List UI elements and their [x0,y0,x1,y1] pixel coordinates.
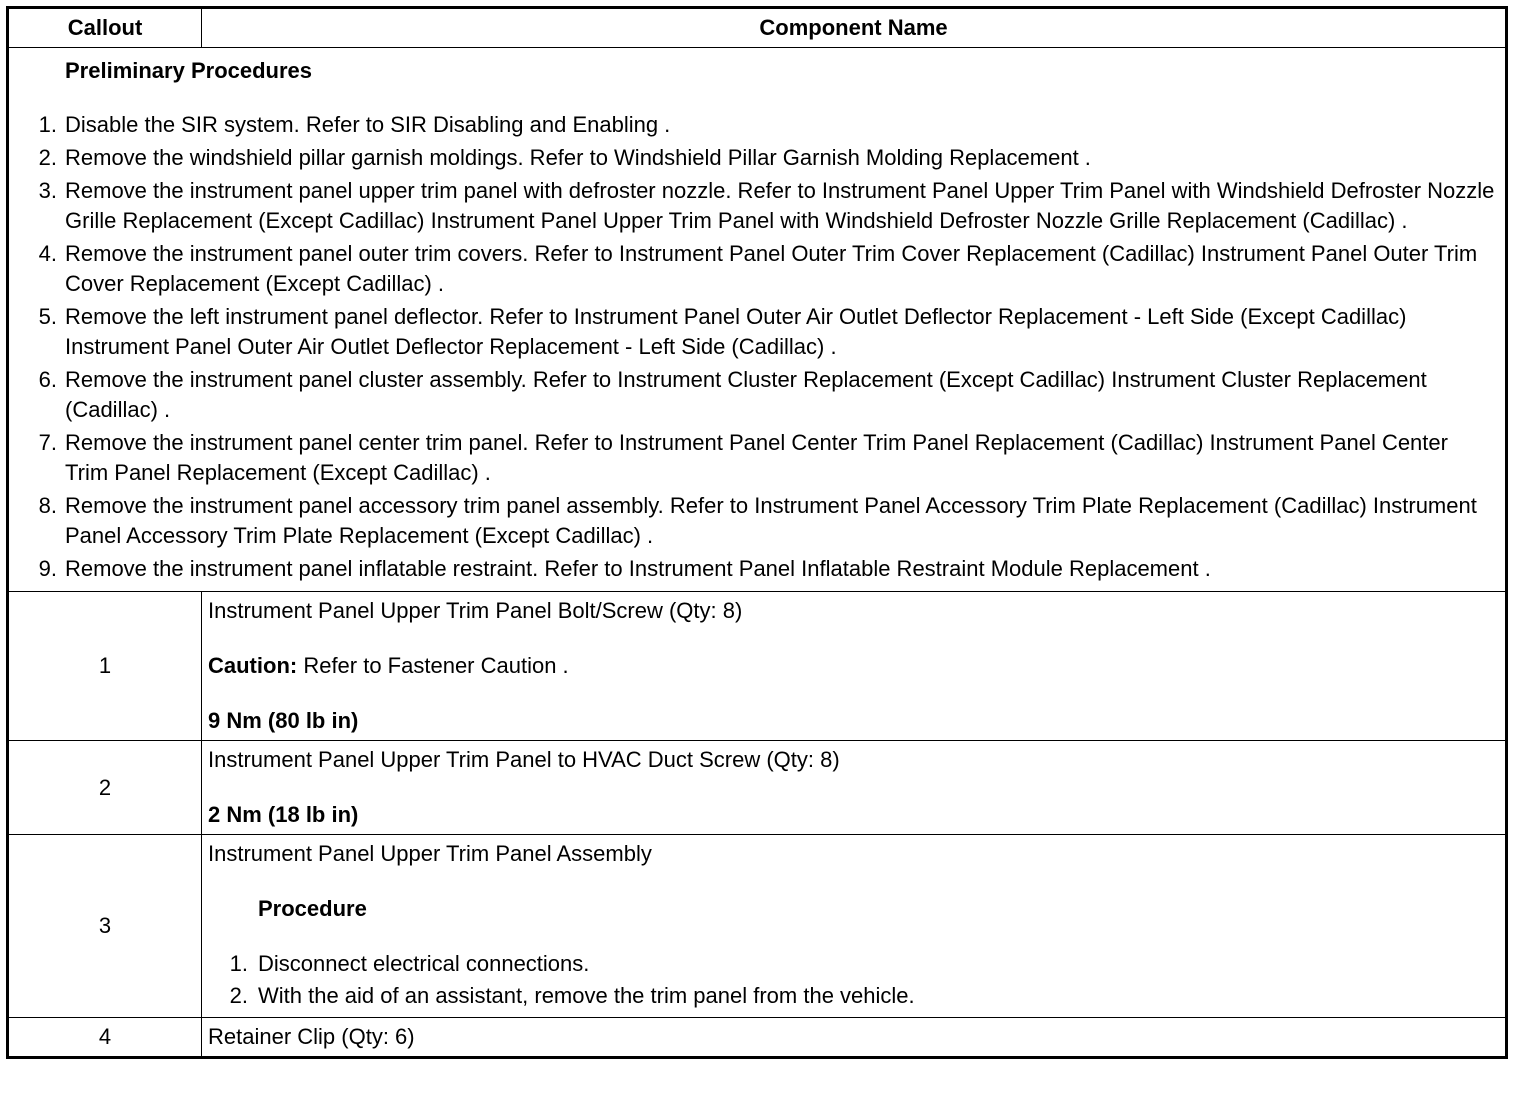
list-item [27,428,1495,488]
component-name: Retainer Clip (Qty: 6) [208,1024,415,1049]
list-item [27,491,1495,551]
table-row [8,1018,1507,1058]
callout-column-header: Callout [8,8,202,48]
component-cell [202,741,1507,835]
list-item [27,302,1495,362]
caution-text: Refer to Fastener Caution . [297,653,569,678]
step-number: 1. [38,112,57,137]
callout-cell: 4 [8,1018,202,1058]
callout-cell: 1 [8,592,202,741]
list-item [208,981,1497,1011]
step-text: Remove the instrument panel center trim panel. Refer to Instrument Panel Center Trim Panel Replacement (Cadillac) Instrument Panel Center Trim Panel Replacement (Except Cadillac) . [65,430,1448,485]
torque-spec: 2 Nm (18 lb in) [208,802,359,827]
step-text: Remove the windshield pillar garnish moldings. Refer to Windshield Pillar Garnish Molding Replacement . [65,145,1091,170]
step-number: 7. [38,430,57,455]
step-number: 8. [38,493,57,518]
caution-note [208,651,1497,681]
step-number: 9. [38,556,57,581]
procedure-steps-list [208,949,1497,1011]
step-text: Remove the left instrument panel deflector. Refer to Instrument Panel Outer Air Outlet Deflector Replacement - Left Side (Except Cadillac) Instrument Panel Outer Air Outlet Deflector Replacement - Left Side (Cadillac) . [65,304,1407,359]
component-table [6,6,1508,1059]
preliminary-procedures-cell [8,48,1507,592]
callout-cell: 3 [8,835,202,1018]
procedure-title: Procedure [258,896,367,921]
header-row [8,8,1507,48]
step-text: With the aid of an assistant, remove the trim panel from the vehicle. [258,983,915,1008]
preliminary-procedures-row [8,48,1507,592]
list-item [27,176,1495,236]
component-name: Instrument Panel Upper Trim Panel to HVAC Duct Screw (Qty: 8) [208,747,840,772]
step-text: Remove the instrument panel cluster assembly. Refer to Instrument Cluster Replacement (Except Cadillac) Instrument Cluster Replacement (Cadillac) . [65,367,1427,422]
component-name: Instrument Panel Upper Trim Panel Assembly [208,841,652,866]
step-text: Remove the instrument panel inflatable restraint. Refer to Instrument Panel Inflatable Restraint Module Replacement . [65,556,1211,581]
caution-label: Caution: [208,653,298,678]
callout-cell: 2 [8,741,202,835]
table-row [8,835,1507,1018]
component-name-column-header: Component Name [202,8,1507,48]
preliminary-steps-list [27,110,1495,584]
step-number: 4. [38,241,57,266]
list-item [27,239,1495,299]
component-cell [202,1018,1507,1058]
list-item [208,949,1497,979]
step-number: 3. [38,178,57,203]
step-number: 5. [38,304,57,329]
table-row [8,741,1507,835]
step-number: 2. [38,145,57,170]
step-text: Remove the instrument panel upper trim panel with defroster nozzle. Refer to Instrument Panel Upper Trim Panel with Windshield Defroster Nozzle Grille Replacement (Except Cadillac) Instrument Panel Upper Trim Panel with Windshield Defroster Nozzle Grille Replacement (Cadillac) . [65,178,1495,233]
list-item [27,554,1495,584]
list-item [27,110,1495,140]
preliminary-procedures-title: Preliminary Procedures [65,58,313,83]
step-number: 1. [229,951,248,976]
step-number: 2. [229,983,248,1008]
step-text: Remove the instrument panel accessory trim panel assembly. Refer to Instrument Panel Accessory Trim Plate Replacement (Cadillac) Instrument Panel Accessory Trim Plate Replacement (Except Cadillac) . [65,493,1477,548]
table-row [8,592,1507,741]
component-name: Instrument Panel Upper Trim Panel Bolt/Screw (Qty: 8) [208,598,743,623]
step-text: Disconnect electrical connections. [258,951,590,976]
step-number: 6. [38,367,57,392]
component-cell [202,835,1507,1018]
component-cell [202,592,1507,741]
list-item [27,143,1495,173]
list-item [27,365,1495,425]
step-text: Disable the SIR system. Refer to SIR Disabling and Enabling . [65,112,671,137]
torque-spec: 9 Nm (80 lb in) [208,708,359,733]
step-text: Remove the instrument panel outer trim covers. Refer to Instrument Panel Outer Trim Cover Replacement (Cadillac) Instrument Panel Outer Trim Cover Replacement (Except Cadillac) . [65,241,1478,296]
